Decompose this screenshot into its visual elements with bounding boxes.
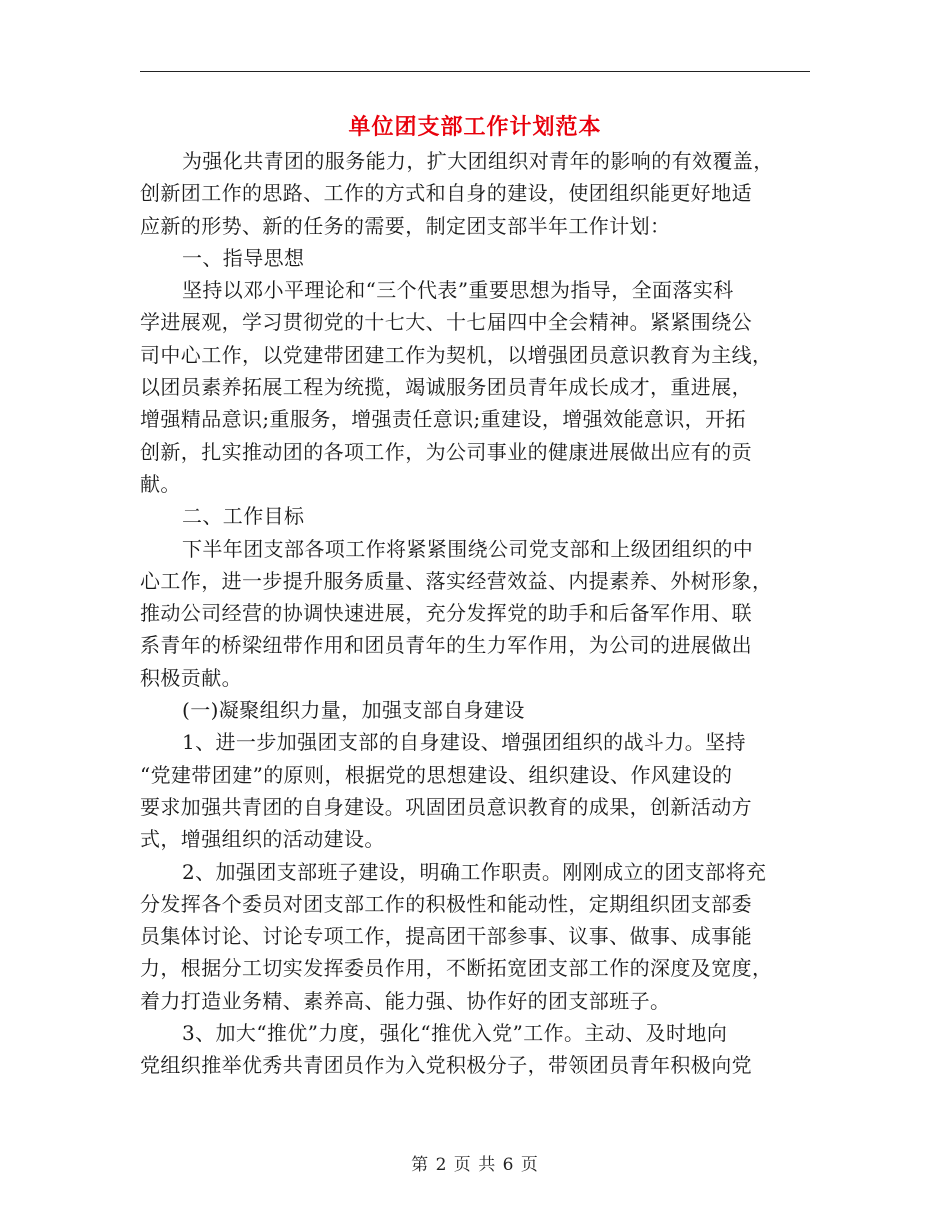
text-line: 分发挥各个委员对团支部工作的积极性和能动性，定期组织团支部委 xyxy=(140,891,752,916)
text-line: 着力打造业务精、素养高、能力强、协作好的团支部班子。 xyxy=(140,988,671,1013)
text-line: 增强精品意识;重服务，增强责任意识;重建设，增强效能意识，开拓 xyxy=(140,407,746,432)
text-line: 下半年团支部各项工作将紧紧围绕公司党支部和上级团组织的中 xyxy=(182,536,754,561)
text-line: 3、加大“推优”力度，强化“推优入党”工作。主动、及时地向 xyxy=(182,1021,728,1046)
document-title: 单位团支部工作计划范本 xyxy=(348,114,602,140)
text-line: 要求加强共青团的自身建设。巩固团员意识教育的成果，创新活动方 xyxy=(140,794,752,819)
text-line: 1、进一步加强团支部的自身建设、增强团组织的战斗力。坚持 xyxy=(182,730,746,755)
text-line: “党建带团建”的原则，根据党的思想建设、组织建设、作风建设的 xyxy=(140,762,733,787)
text-line: 献。 xyxy=(140,471,181,496)
section-heading: 一、指导思想 xyxy=(182,245,305,270)
text-line: 司中心工作，以党建带团建工作为契机，以增强团员意识教育为主线， xyxy=(140,342,773,367)
document-body xyxy=(140,145,820,1082)
text-line: 创新团工作的思路、工作的方式和自身的建设，使团组织能更好地适 xyxy=(140,181,752,206)
section-heading: 二、工作目标 xyxy=(182,504,305,529)
page-number-footer: 第 2 页 共 6 页 xyxy=(411,1155,539,1175)
text-line: 积极贡献。 xyxy=(140,665,242,690)
subsection-heading: (一)凝聚组织力量，加强支部自身建设 xyxy=(182,698,525,723)
text-line: 力，根据分工切实发挥委员作用，不断拓宽团支部工作的深度及宽度， xyxy=(140,956,773,981)
text-line: 学进展观，学习贯彻党的十七大、十七届四中全会精神。紧紧围绕公 xyxy=(140,310,752,335)
text-line: 坚持以邓小平理论和“三个代表”重要思想为指导，全面落实科 xyxy=(182,278,734,303)
text-line: 心工作，进一步提升服务质量、落实经营效益、内提素养、外树形象， xyxy=(140,568,773,593)
text-line: 创新，扎实推动团的各项工作，为公司事业的健康进展做出应有的贡 xyxy=(140,439,752,464)
text-line: 推动公司经营的协调快速进展，充分发挥党的助手和后备军作用、联 xyxy=(140,601,752,626)
text-line: 员集体讨论、讨论专项工作，提高团干部参事、议事、做事、成事能 xyxy=(140,924,752,949)
text-line: 系青年的桥梁纽带作用和团员青年的生力军作用，为公司的进展做出 xyxy=(140,633,752,658)
text-line: 为强化共青团的服务能力，扩大团组织对青年的影响的有效覆盖， xyxy=(182,149,774,173)
header-rule xyxy=(140,71,810,72)
text-line: 党组织推举优秀共青团员作为入党积极分子，带领团员青年积极向党 xyxy=(140,1053,752,1078)
text-line: 以团员素养拓展工程为统揽，竭诚服务团员青年成长成才，重进展， xyxy=(140,375,752,400)
text-line: 2、加强团支部班子建设，明确工作职责。刚刚成立的团支部将充 xyxy=(182,859,767,884)
text-line: 应新的形势、新的任务的需要，制定团支部半年工作计划： xyxy=(140,213,671,238)
text-line: 式，增强组织的活动建设。 xyxy=(140,827,385,852)
